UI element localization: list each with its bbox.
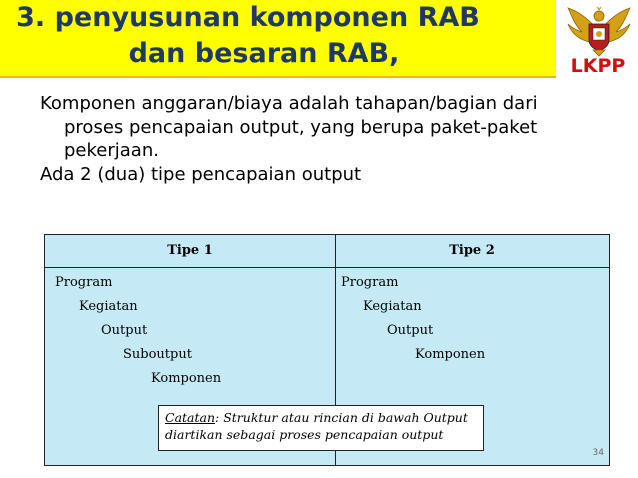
tipe2-kegiatan: Kegiatan (363, 299, 422, 314)
header-tipe-2: Tipe 2 (449, 243, 495, 258)
note-box (158, 405, 484, 451)
paragraph-1-line-2: proses pencapaian output, yang berupa paket-paket (64, 116, 538, 138)
tipe2-komponen: Komponen (415, 347, 486, 362)
note-line-1-text: : Struktur atau rincian di bawah Output (215, 410, 468, 425)
page-number: 34 (592, 448, 604, 458)
tipe1-suboutput: Suboutput (123, 347, 192, 362)
title-line-2: dan besaran RAB, (128, 38, 400, 69)
note-line-2: diartikan sebagai proses pencapaian output (165, 427, 444, 442)
tipe2-output: Output (387, 323, 434, 338)
table-header (45, 235, 609, 268)
title-banner (0, 0, 556, 76)
tipe1-program: Program (55, 275, 113, 290)
lkpp-logo-text: LKPP (570, 55, 626, 77)
paragraph-2-line-1: Ada 2 (dua) tipe pencapaian output (40, 163, 362, 185)
tipe2-program: Program (341, 275, 399, 290)
header-tipe-1: Tipe 1 (167, 243, 213, 258)
tipe1-kegiatan: Kegiatan (79, 299, 138, 314)
title-line-1: 3. penyusunan komponen RAB (16, 2, 480, 33)
paragraph-1-line-3: pekerjaan. (64, 140, 159, 161)
note-label: Catatan (165, 410, 216, 425)
paragraph-1 (40, 92, 630, 163)
note-line-1 (165, 409, 477, 426)
paragraph-2 (40, 163, 630, 187)
paragraph-1-line-1: Komponen anggaran/biaya adalah tahapan/bagian dari (40, 93, 538, 114)
body-content (40, 92, 630, 186)
tipe1-komponen: Komponen (151, 371, 222, 386)
tipe1-output: Output (101, 323, 148, 338)
